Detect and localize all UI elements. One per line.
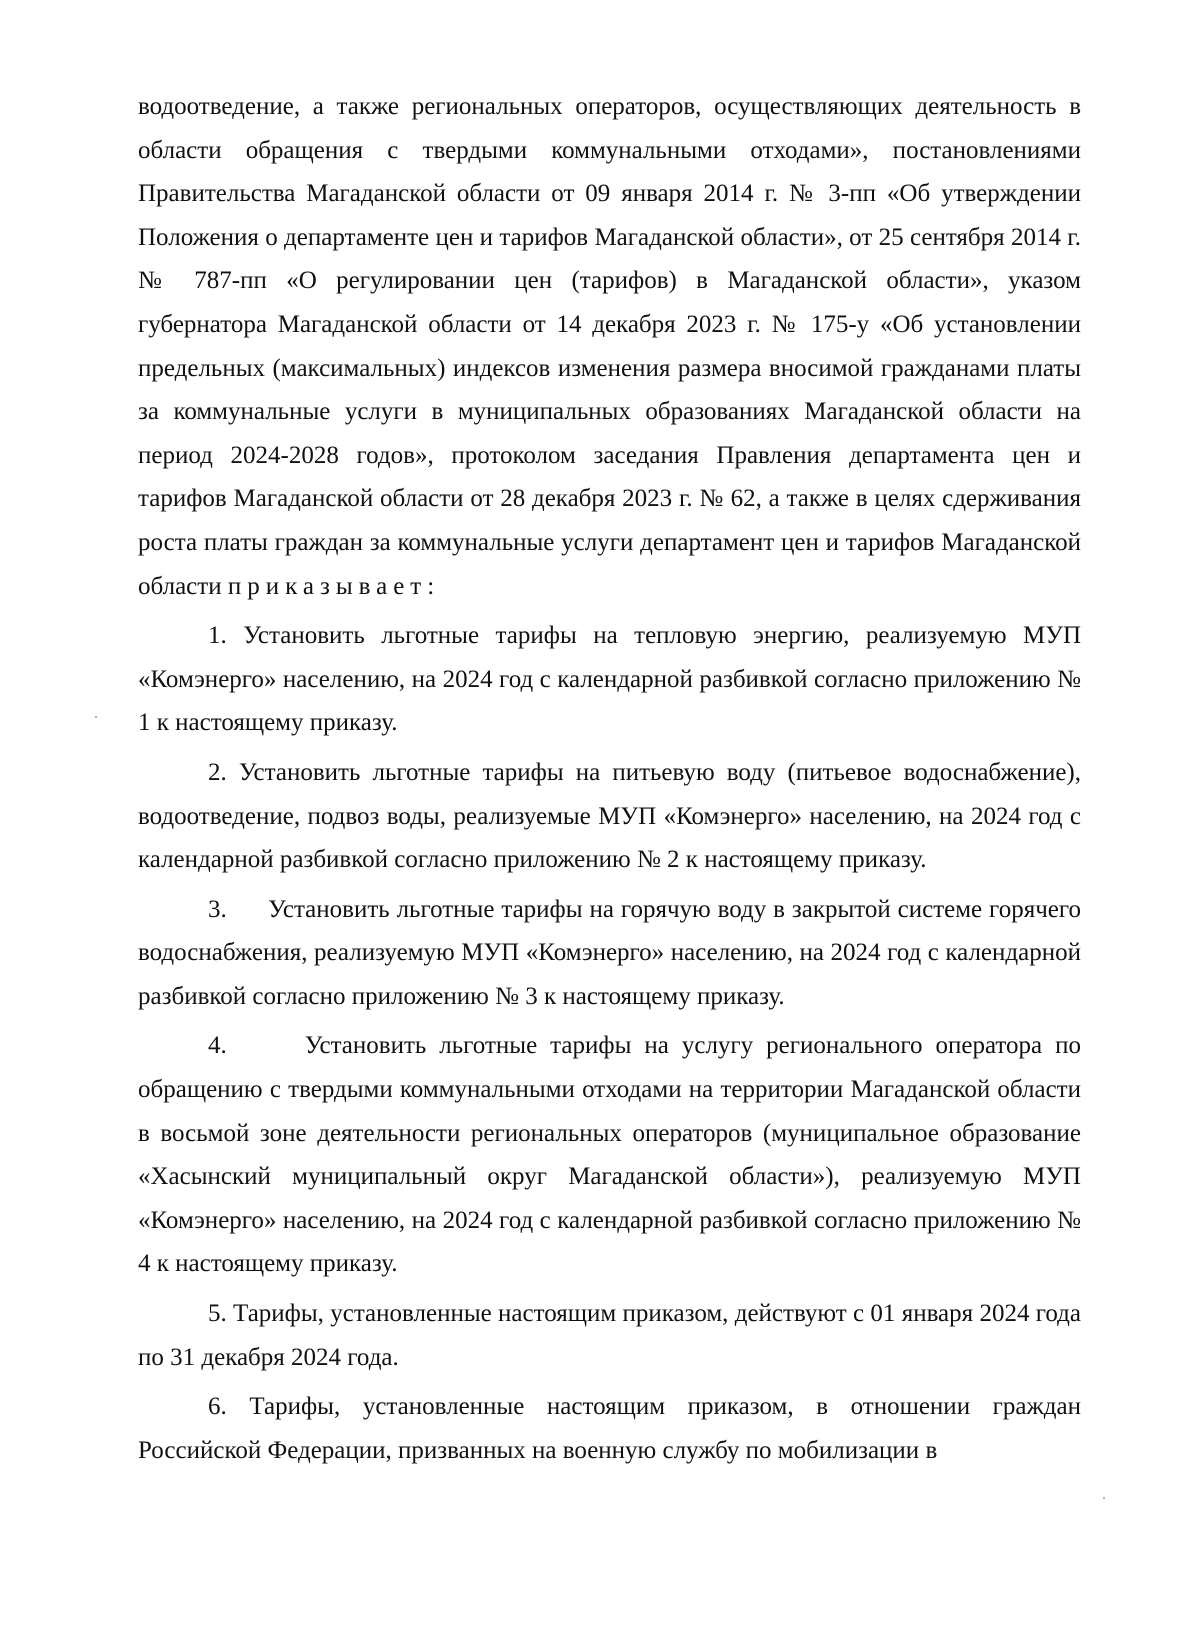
document-body	[138, 85, 1081, 1472]
order-keyword: приказывает:	[227, 572, 441, 600]
preamble-text: водоотведение, а также региональных операторов, осуществляющих деятельность в области обращения с твердыми коммунальными отходами», постановлениями Правительства Магаданской области от 09 января 2014 г. № 3-пп «Об утверждении Положения о департаменте цен и тарифов Магаданской области», от 25 сентября 2014 г. № 787-пп «О регулировании цен (тарифов) в Магаданской области», указом губернатора Магаданской области от 14 декабря 2023 г. № 175-у «Об установлении предельных (максимальных) индексов изменения размера вносимой гражданами платы за коммунальные услуги в муниципальных образованиях Магаданской области на период 2024-2028 годов», протоколом заседания Правления департамента цен и тарифов Магаданской области от 28 декабря 2023 г. № 62, а также в целях сдерживания роста платы граждан за коммунальные услуги департамент цен и тарифов Магаданской области	[138, 93, 1081, 600]
order-item-2: 2. Установить льготные тарифы на питьевую воду (питьевое водоснабжение), водоотведение, подвоз воды, реализуемые МУП «Комэнерго» населению, на 2024 год с календарной разбивкой согласно приложению № 2 к настоящему приказу.	[138, 758, 1081, 874]
scan-speck	[95, 716, 97, 718]
preamble-paragraph	[138, 85, 1081, 608]
order-item-4: 4. Установить льготные тарифы на услугу регионального оператора по обращению с твердыми коммунальными отходами на территории Магаданской области в восьмой зоне деятельности региональных операторов (муниципальное образование «Хасынский муниципальный округ Магаданской области»), реализуемую МУП «Комэнерго» населению, на 2024 год с календарной разбивкой согласно приложению № 4 к настоящему приказу.	[138, 1032, 1081, 1278]
order-item-5: 5. Тарифы, установленные настоящим приказом, действуют с 01 января 2024 года по 31 декабря 2024 года.	[138, 1300, 1081, 1371]
scan-speck	[1103, 1497, 1105, 1499]
order-item-6: 6. Тарифы, установленные настоящим приказом, в отношении граждан Российской Федерации, призванных на военную службу по мобилизации в	[138, 1393, 1081, 1464]
order-item-3: 3. Установить льготные тарифы на горячую воду в закрытой системе горячего водоснабжения, реализуемую МУП «Комэнерго» населению, на 2024 год с календарной разбивкой согласно приложению № 3 к настоящему приказу.	[138, 895, 1081, 1010]
order-item-1: 1. Установить льготные тарифы на тепловую энергию, реализуемую МУП «Комэнерго» населению, на 2024 год с календарной разбивкой согласно приложению № 1 к настоящему приказу.	[138, 622, 1081, 737]
